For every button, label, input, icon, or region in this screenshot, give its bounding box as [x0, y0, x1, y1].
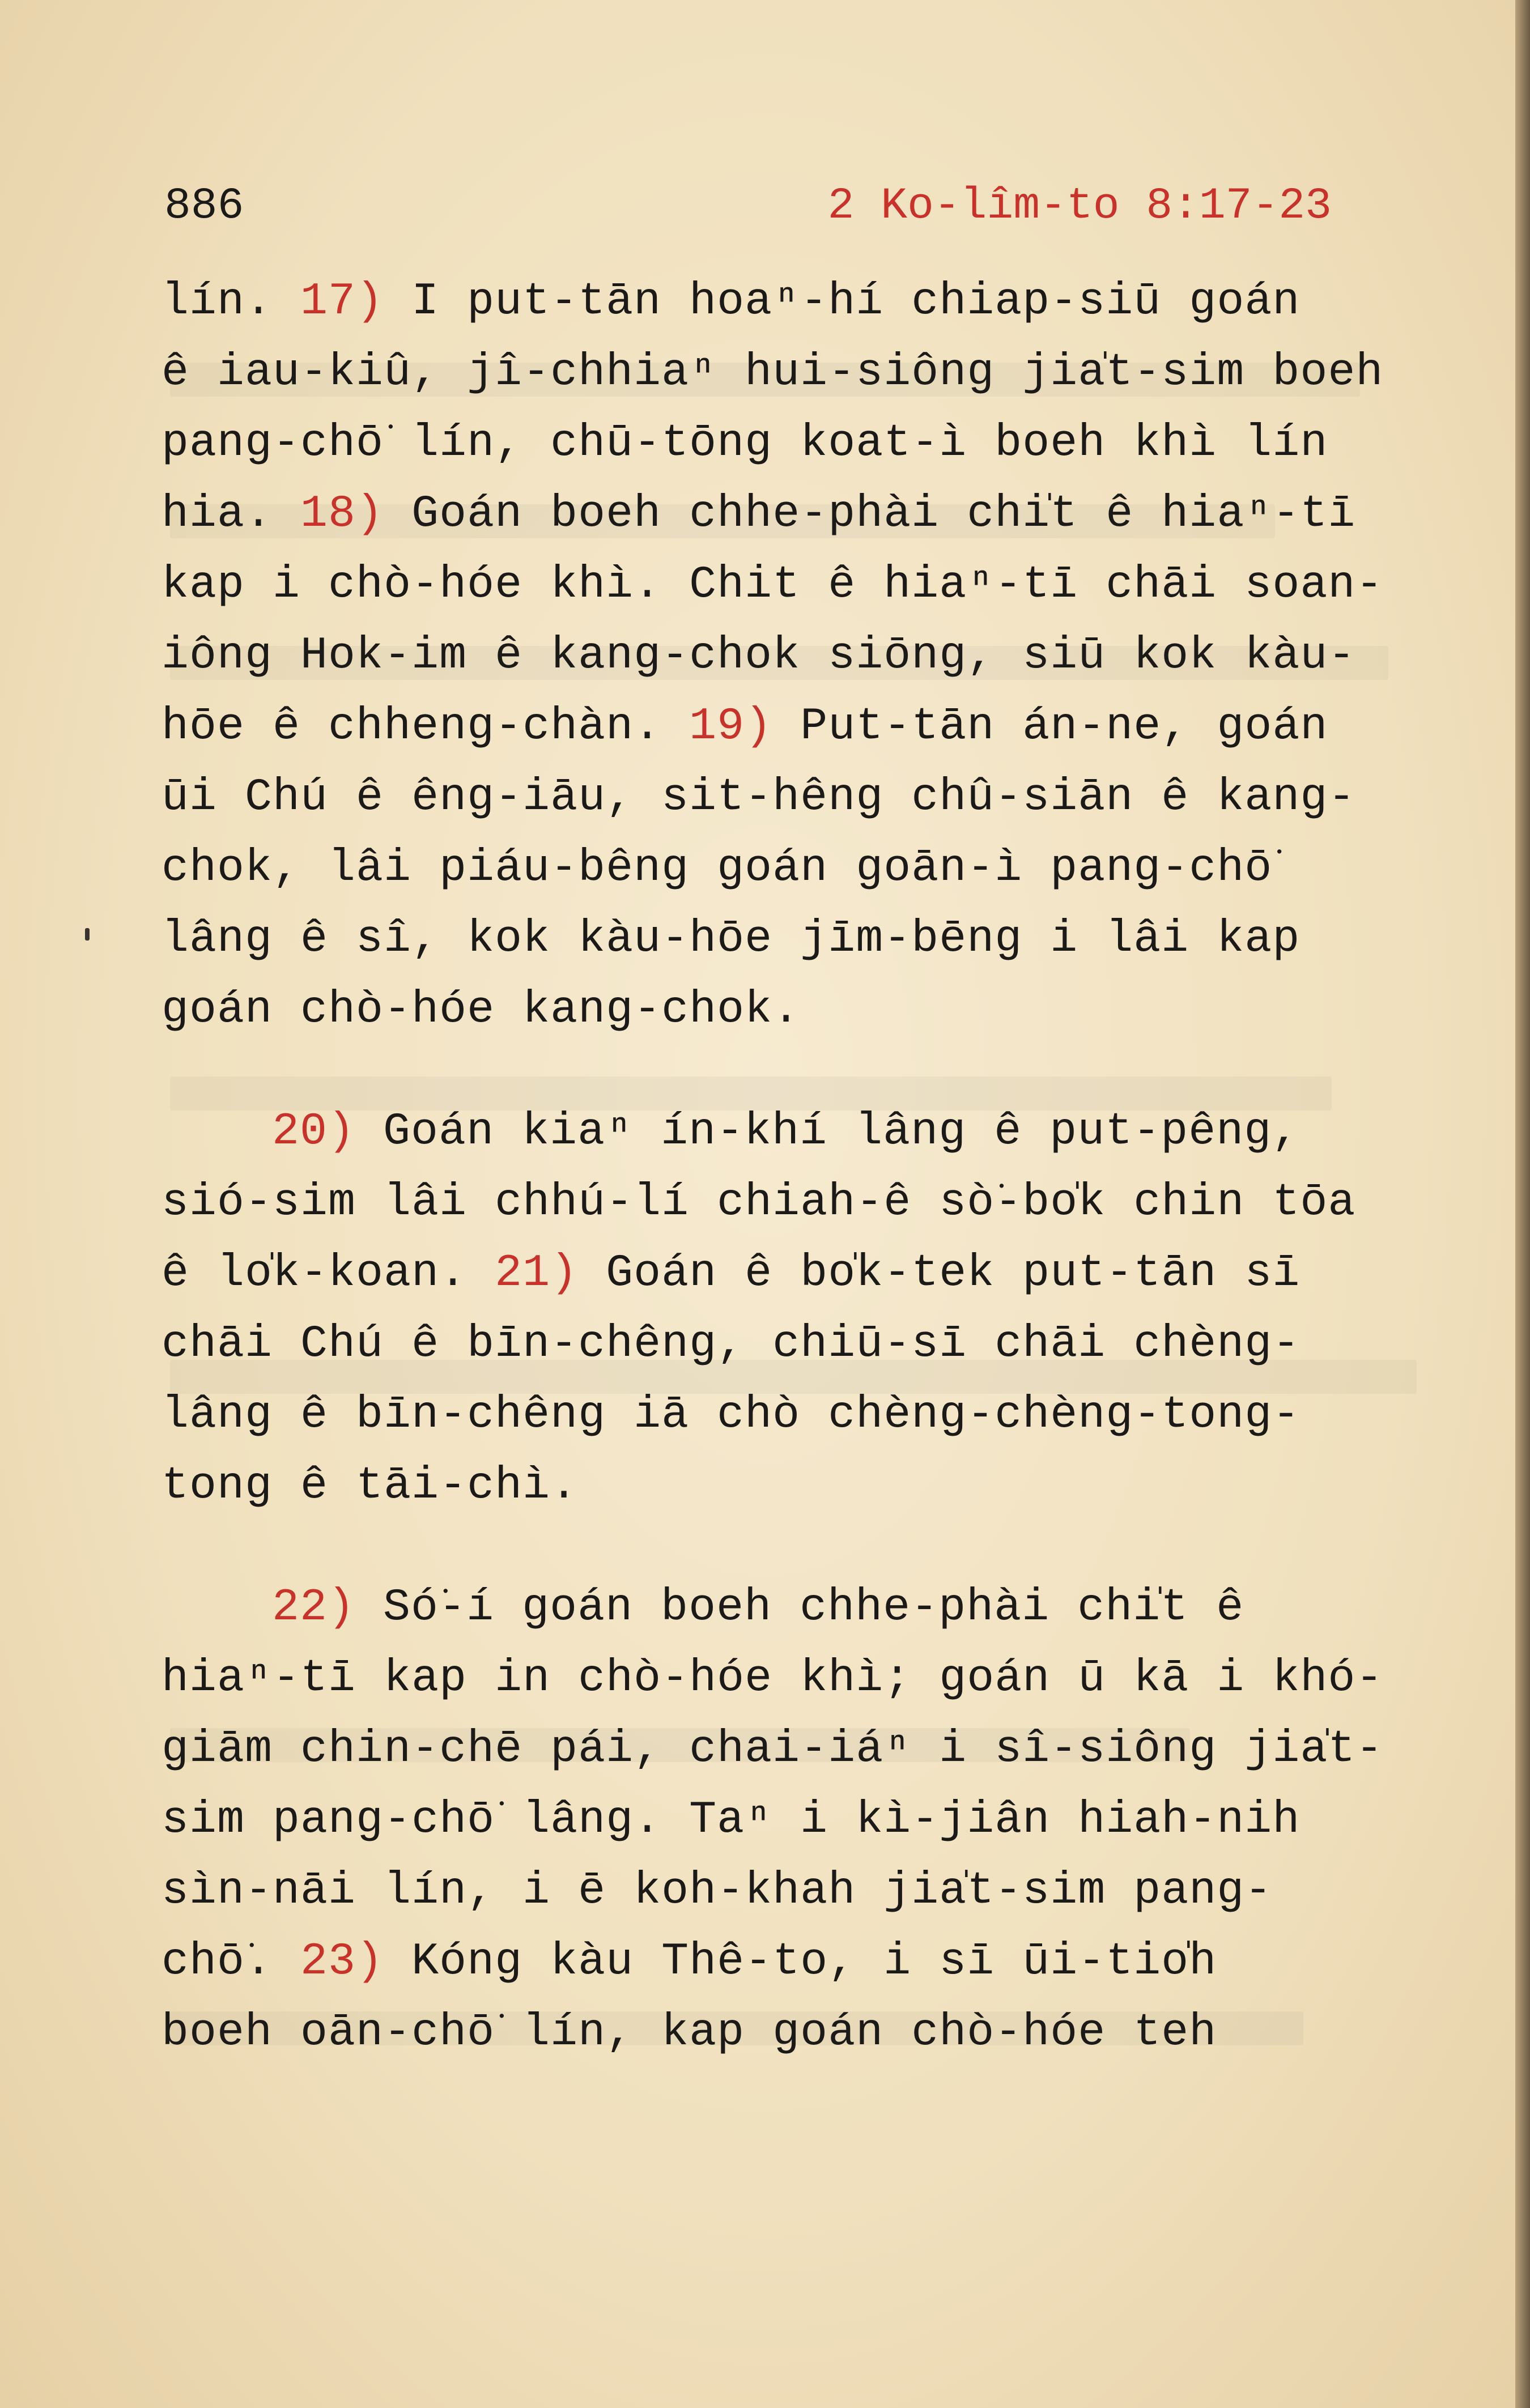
verse-text: Goán ê bo̍k-tek put-tān sī	[578, 1248, 1300, 1299]
text-line	[162, 408, 1425, 479]
text-line	[162, 1643, 1425, 1714]
text-line	[162, 550, 1425, 620]
verse-number: 22)	[272, 1582, 356, 1633]
paragraph	[162, 1572, 1425, 2068]
verse-text: hōe ê chheng-chàn.	[162, 701, 690, 752]
text-line	[162, 1714, 1425, 1785]
page-number: 886	[164, 181, 244, 231]
ink-speck	[85, 928, 90, 941]
verse-number: 20)	[272, 1106, 356, 1158]
verse-text: sió-sim lâi chhú-lí chiah-ê sò͘-bo̍k chin tōa	[162, 1177, 1356, 1228]
verse-text: giām chin-chē pái, chai-iáⁿ i sî-siông jia̍t-	[162, 1724, 1384, 1775]
text-line	[162, 1785, 1425, 1856]
verse-text: pang-chō͘ lín, chū-tōng koat-ì boeh khì lín	[162, 418, 1328, 469]
text-line	[162, 1572, 1425, 1643]
verse-text: sìn-nāi lín, i ē koh-khah jia̍t-sim pang-	[162, 1865, 1273, 1917]
text-line	[162, 975, 1425, 1045]
verse-number: 21)	[495, 1248, 579, 1299]
text-line	[162, 266, 1425, 337]
verse-text: ūi Chú ê êng-iāu, sit-hêng chû-siān ê kang-	[162, 772, 1356, 823]
text-line	[162, 337, 1425, 408]
verse-text: sim pang-chō͘ lâng. Taⁿ i kì-jiân hiah-nih	[162, 1794, 1300, 1846]
verse-text: hia.	[162, 488, 301, 540]
text-line	[162, 762, 1425, 833]
book-spine-shadow	[1515, 0, 1530, 2408]
verse-text: boeh oān-chō͘ lín, kap goán chò-hóe teh	[162, 2007, 1217, 2058]
verse-text: kap i chò-hóe khì. Chit ê hiaⁿ-tī chāi soan-	[162, 559, 1384, 611]
text-line	[162, 1380, 1425, 1450]
verse-text: chō͘.	[162, 1936, 301, 1988]
verse-text: Put-tān án-ne, goán	[772, 701, 1328, 752]
verse-number: 18)	[300, 488, 384, 540]
verse-text: Só͘-í goán boeh chhe-phài chi̍t ê	[355, 1582, 1244, 1633]
verse-text: I put-tān hoaⁿ-hí chiap-siū goán	[384, 276, 1300, 327]
verse-number: 19)	[689, 701, 773, 752]
text-line	[162, 479, 1425, 550]
verse-text: ê lo̍k-koan.	[162, 1248, 495, 1299]
verse-text: Goán kiaⁿ ín-khí lâng ê put-pêng,	[355, 1106, 1300, 1158]
text-line	[162, 1238, 1425, 1309]
verse-text: ê iau-kiû, jî-chhiaⁿ hui-siông jia̍t-sim boeh	[162, 347, 1384, 398]
running-head: 2 Ko-lîm-to 8:17-23	[827, 181, 1332, 231]
text-line	[162, 904, 1425, 975]
paragraph-gap	[162, 1521, 1425, 1572]
verse-text: tong ê tāi-chì.	[162, 1460, 579, 1512]
verse-text: lâng ê sî, kok kàu-hōe jīm-bēng i lâi kap	[162, 913, 1300, 965]
text-line	[162, 833, 1425, 904]
verse-text: chok, lâi piáu-bêng goán goān-ì pang-chō͘	[162, 843, 1273, 894]
text-line	[162, 620, 1425, 691]
text-line	[162, 1856, 1425, 1926]
verse-text: Goán boeh chhe-phài chi̍t ê hiaⁿ-tī	[384, 488, 1356, 540]
verse-text: Kóng kàu Thê-to, i sī ūi-tio̍h	[384, 1936, 1217, 1988]
text-line	[162, 1997, 1425, 2068]
text-line	[162, 691, 1425, 762]
text-line	[162, 1167, 1425, 1238]
text-line	[162, 1450, 1425, 1521]
paragraph-gap	[162, 1045, 1425, 1096]
verse-text: hiaⁿ-tī kap in chò-hóe khì; goán ū kā i khó-	[162, 1653, 1384, 1704]
verse-text: iông Hok-im ê kang-chok siōng, siū kok kàu-	[162, 630, 1356, 682]
verse-text: goán chò-hóe kang-chok.	[162, 984, 801, 1036]
text-line	[162, 1309, 1425, 1380]
verse-text: lín.	[162, 276, 301, 327]
text-line	[162, 1096, 1425, 1167]
text-line	[162, 1926, 1425, 1997]
verse-text: chāi Chú ê bīn-chêng, chiū-sī chāi chèng-	[162, 1318, 1300, 1370]
body-text	[162, 266, 1425, 2068]
page-header	[164, 181, 1343, 238]
paragraph	[162, 266, 1425, 1045]
verse-number: 17)	[300, 276, 384, 327]
paragraph	[162, 1096, 1425, 1521]
verse-number: 23)	[300, 1936, 384, 1988]
verse-text: lâng ê bīn-chêng iā chò chèng-chèng-tong-	[162, 1389, 1300, 1441]
